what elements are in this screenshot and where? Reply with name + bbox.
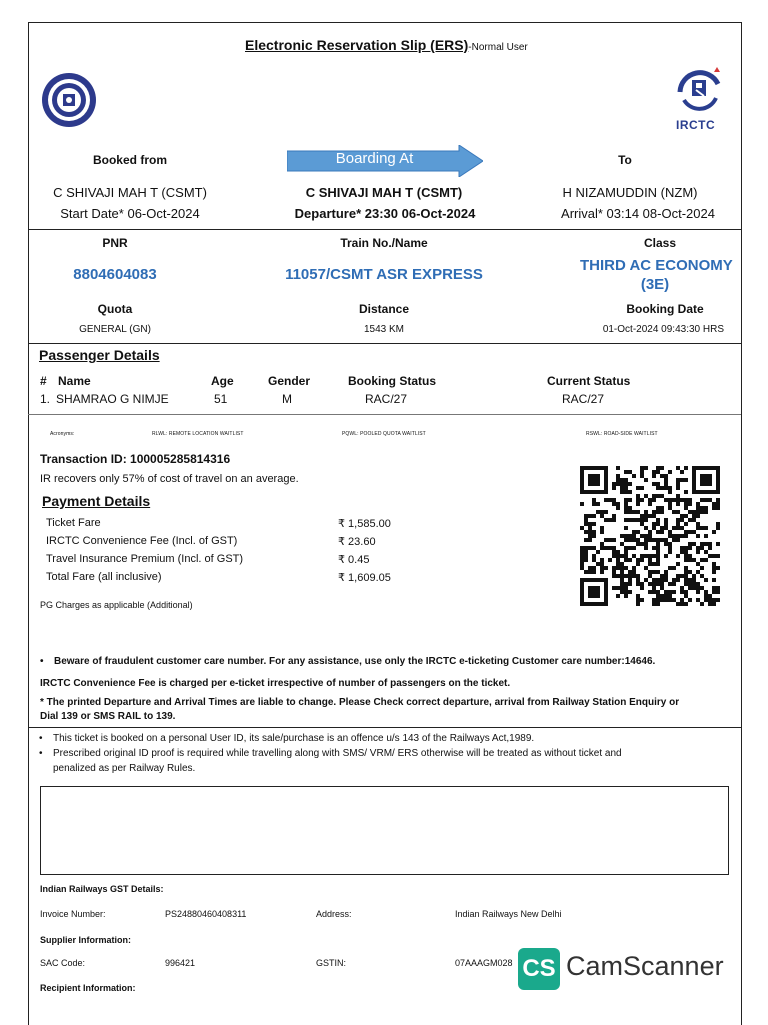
- booked-from-label: Booked from: [92, 153, 167, 167]
- acronyms-label: Acronyms:: [50, 431, 75, 437]
- irctc-logo: [666, 60, 730, 116]
- class-label: Class: [643, 236, 677, 250]
- supplier-label: Supplier Information:: [40, 935, 131, 945]
- timing-notice-line2: Dial 139 or SMS RAIL to 139.: [40, 711, 176, 722]
- booking-date-label: Booking Date: [626, 302, 704, 316]
- class-name: THIRD AC ECONOMY: [580, 257, 733, 274]
- payment-amount-ticket-fare: ₹ 1,585.00: [338, 518, 391, 530]
- col-header-current-status: Current Status: [547, 374, 631, 388]
- quota-label: Quota: [97, 302, 133, 316]
- fraud-notice: [54, 656, 655, 667]
- indian-railways-emblem: [41, 72, 97, 128]
- recovery-note: IR recovers only 57% of cost of travel on an average.: [40, 473, 299, 485]
- gstin-value: 07AAAGM028: [455, 958, 513, 968]
- distance-value: 1543 KM: [363, 324, 405, 335]
- address-value: Indian Railways New Delhi: [455, 909, 562, 919]
- payment-amount-total: ₹ 1,609.05: [338, 572, 391, 584]
- fraud-notice-text: • Beware of fraudulent customer care number. For any assistance, use only the IRCTC e-ticketing Customer care number:14646.: [54, 656, 655, 667]
- pnr-label: PNR: [102, 236, 128, 250]
- payment-label-ticket-fare: Ticket Fare: [46, 517, 101, 529]
- irctc-label: IRCTC: [676, 118, 716, 132]
- timing-notice-line1: * The printed Departure and Arrival Times are liable to change. Please Check correct departure, arrival from Railway Station Enquiry or: [40, 697, 680, 708]
- personal-id-notice: [53, 733, 534, 744]
- ers-title: Electronic Reservation Slip (ERS): [245, 37, 469, 53]
- payment-label-total: Total Fare (all inclusive): [46, 571, 162, 583]
- passenger-num: 1.: [40, 392, 51, 406]
- passenger-booking-status: RAC/27: [365, 392, 408, 406]
- to-label: To: [618, 153, 632, 167]
- acronym-pqwl: PQWL: POOLED QUOTA WAITLIST: [342, 431, 426, 437]
- train-label: Train No./Name: [340, 236, 428, 250]
- divider: [28, 343, 741, 344]
- quota-value: GENERAL (GN): [79, 324, 151, 335]
- start-date: Start Date* 06-Oct-2024: [60, 206, 200, 221]
- payment-amount-convenience-fee: ₹ 23.60: [338, 536, 376, 548]
- passenger-current-status: RAC/27: [562, 392, 605, 406]
- passenger-details-title: Passenger Details: [39, 347, 160, 363]
- divider: [28, 229, 741, 230]
- sac-value: 996421: [165, 958, 196, 968]
- divider: [28, 414, 741, 415]
- col-header-age: Age: [211, 374, 234, 388]
- transaction-id: Transaction ID: 100005285814316: [40, 452, 231, 466]
- acronym-rlwl: RLWL: REMOTE LOCATION WAITLIST: [152, 431, 244, 437]
- advertisement-box: [40, 786, 729, 875]
- convenience-fee-notice: IRCTC Convenience Fee is charged per e-ticket irrespective of number of passengers on the ticket.: [40, 678, 511, 689]
- sac-label: SAC Code:: [40, 958, 86, 968]
- invoice-label: Invoice Number:: [40, 909, 106, 919]
- id-proof-text: • Prescribed original ID proof is required while travelling along with SMS/ VRM/ ERS otherwise will be treated as without ticket and: [53, 748, 622, 759]
- gstin-label: GSTIN:: [316, 958, 347, 968]
- pg-charges-note: PG Charges as applicable (Additional): [40, 600, 193, 610]
- payment-label-convenience-fee: IRCTC Convenience Fee (Incl. of GST): [46, 535, 238, 547]
- ers-title-row: [245, 37, 528, 55]
- distance-label: Distance: [358, 302, 410, 316]
- payment-amount-insurance: ₹ 0.45: [338, 554, 370, 566]
- address-label: Address:: [316, 909, 352, 919]
- id-proof-notice-line2: penalized as per Railway Rules.: [53, 763, 196, 774]
- pnr-number: 8804604083: [73, 266, 157, 283]
- departure-time: Departure* 23:30 06-Oct-2024: [294, 206, 476, 221]
- invoice-value: PS24880460408311: [165, 909, 247, 919]
- camscanner-logo: CS: [518, 948, 560, 990]
- ers-title-suffix: -Normal User: [468, 42, 528, 53]
- col-header-booking-status: Booking Status: [348, 374, 437, 388]
- boarding-station: C SHIVAJI MAH T (CSMT): [305, 185, 463, 200]
- id-proof-notice-line1: [53, 748, 622, 759]
- booking-date-value: 01-Oct-2024 09:43:30 HRS: [602, 324, 724, 335]
- personal-id-text: • This ticket is booked on a personal User ID, its sale/purchase is an offence u/s 143 of the Railways Act,1989.: [53, 733, 534, 744]
- class-code: (3E): [640, 276, 670, 293]
- divider: [28, 727, 741, 728]
- col-header-name: Name: [58, 374, 91, 388]
- camscanner-brand: CamScanner: [566, 951, 724, 981]
- col-header-gender: Gender: [268, 374, 311, 388]
- passenger-name: SHAMRAO G NIMJE: [56, 392, 169, 406]
- recipient-label: Recipient Information:: [40, 983, 136, 993]
- payment-label-insurance: Travel Insurance Premium (Incl. of GST): [46, 553, 244, 565]
- boarding-at-label: Boarding At: [335, 150, 414, 167]
- passenger-gender: M: [282, 392, 292, 406]
- acronym-rswl: RSWL: ROAD-SIDE WAITLIST: [586, 431, 658, 437]
- arrival-time: Arrival* 03:14 08-Oct-2024: [561, 206, 715, 221]
- from-station: C SHIVAJI MAH T (CSMT): [53, 185, 207, 200]
- qr-code: [580, 464, 720, 608]
- gst-title: Indian Railways GST Details:: [40, 884, 164, 894]
- train-name: 11057/CSMT ASR EXPRESS: [285, 266, 483, 283]
- passenger-age: 51: [214, 392, 228, 406]
- col-header-num: #: [40, 374, 47, 388]
- to-station: H NIZAMUDDIN (NZM): [562, 185, 698, 200]
- payment-details-title: Payment Details: [42, 493, 151, 509]
